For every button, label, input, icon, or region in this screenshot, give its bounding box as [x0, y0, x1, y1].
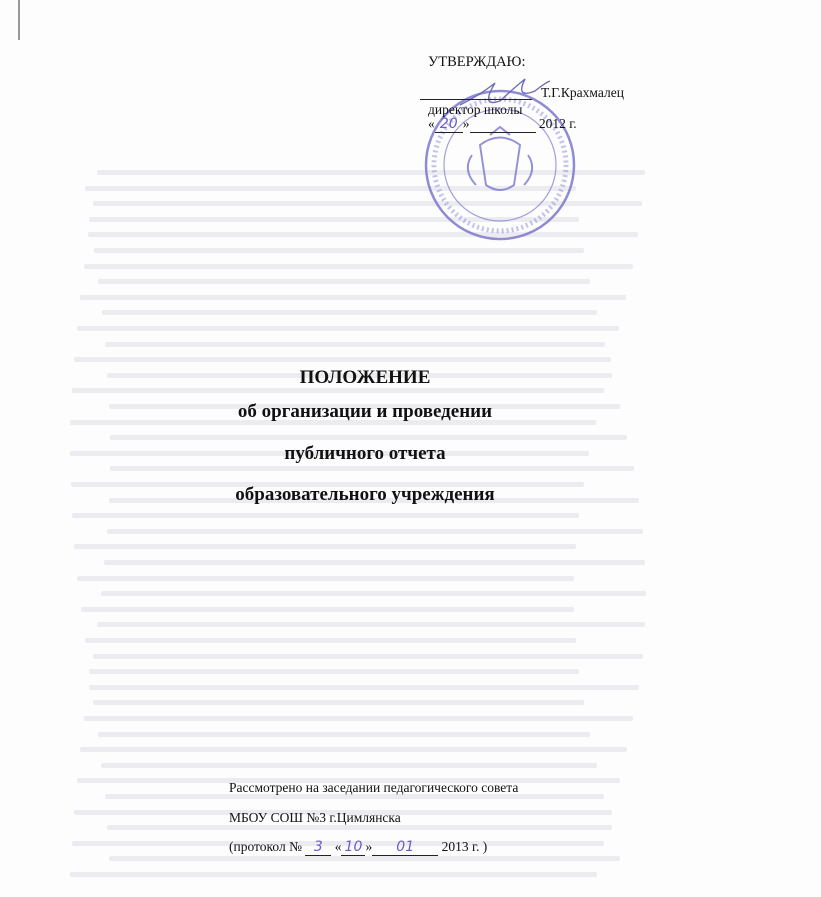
ghost-line — [102, 310, 598, 315]
approver-name: Т.Г.Крахмалец — [541, 85, 624, 100]
document-subtitle-line3: образовательного учреждения — [235, 484, 495, 505]
ghost-line — [77, 576, 574, 581]
signature-line — [420, 99, 532, 100]
protocol-day: 10 — [341, 839, 365, 856]
quote: » — [462, 116, 470, 131]
ghost-line — [109, 856, 620, 861]
approval-year: 2012 г. — [538, 116, 577, 131]
ghost-line — [107, 529, 643, 534]
protocol-year: 2013 г. ) — [441, 839, 488, 854]
document-subtitle-line2: публичного отчета — [284, 443, 446, 464]
ghost-line — [98, 732, 590, 737]
approval-heading: УТВЕРЖДАЮ: — [428, 54, 526, 70]
ghost-line — [84, 264, 633, 269]
ghost-line — [89, 669, 579, 674]
ghost-line — [110, 435, 627, 440]
ghost-line — [89, 685, 639, 690]
protocol-number: 3 — [305, 839, 331, 856]
ghost-line — [81, 607, 574, 612]
ghost-line — [93, 700, 583, 705]
scan-edge-mark — [18, 0, 20, 40]
ghost-line — [70, 872, 596, 877]
quote: « — [428, 116, 435, 131]
ghost-line — [77, 326, 619, 331]
ghost-line — [74, 544, 575, 549]
quote: » — [365, 839, 373, 854]
ghost-line — [101, 591, 646, 596]
ghost-line — [74, 357, 612, 362]
protocol-line — [229, 839, 487, 856]
ghost-line — [72, 388, 604, 393]
ghost-line — [105, 342, 605, 347]
ghost-line — [84, 716, 633, 721]
ghost-line — [101, 763, 596, 768]
review-note: Рассмотрено на заседании педагогического совета — [229, 780, 519, 795]
protocol-prefix: (протокол № — [229, 839, 302, 854]
approver-position: директор школы — [428, 102, 523, 117]
ghost-line — [110, 466, 634, 471]
school-name: МБОУ СОШ №3 г.Цимлянска — [229, 810, 401, 825]
ghost-line — [72, 513, 579, 518]
ghost-line — [80, 295, 626, 300]
approval-day: 20 — [435, 116, 463, 133]
ghost-line — [97, 622, 645, 627]
document-title: ПОЛОЖЕНИЕ — [299, 367, 431, 388]
ghost-line — [98, 279, 590, 284]
ghost-line — [80, 747, 626, 752]
document-subtitle-line1: об организации и проведении — [237, 401, 493, 422]
ghost-line — [93, 654, 643, 659]
protocol-month: 01 — [372, 839, 438, 856]
quote: « — [334, 839, 342, 854]
ghost-line — [85, 638, 576, 643]
approval-date — [428, 116, 577, 133]
ghost-line — [104, 560, 645, 565]
ghost-line — [94, 248, 585, 253]
